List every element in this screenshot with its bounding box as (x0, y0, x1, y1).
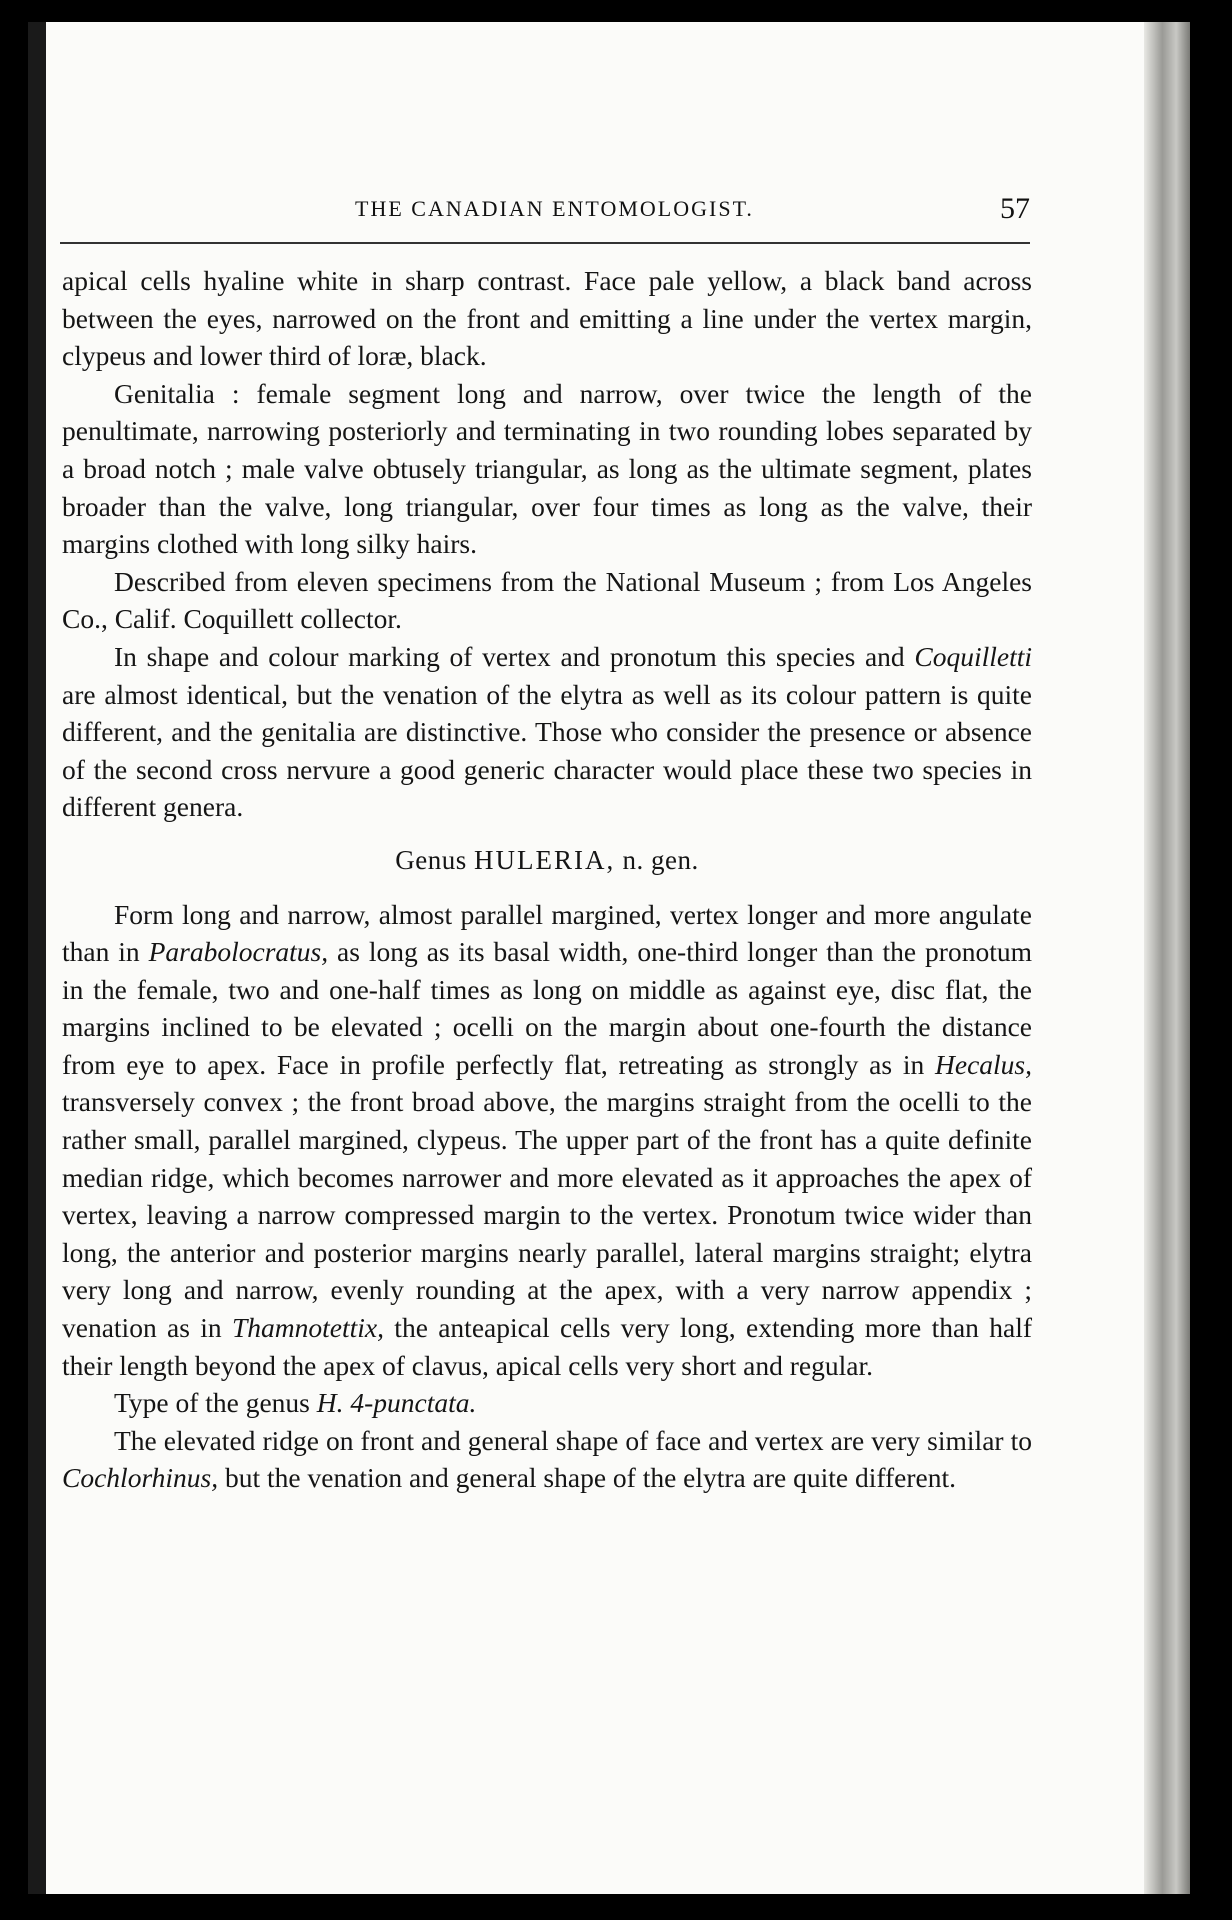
page-number: 57 (1000, 192, 1030, 225)
article-body (62, 262, 1032, 1497)
genus-reference: Parabolocratus, (148, 936, 329, 968)
text-run: are almost identical, but the venation of the elytra as well as its colour pattern is quite different, and the genitalia are distinctive. Those who consider the presence or absence of the second cross nervure a good generic character would place these two species in different genera. (62, 678, 1032, 823)
text-run: Form long and narrow, almost parallel margined, vertex longer and more angulate than in (62, 898, 1032, 968)
species-name: Coquilletti (914, 640, 1032, 672)
paragraph-description (62, 896, 1032, 1385)
genus-reference: Hecalus, (935, 1048, 1032, 1080)
running-title: THE CANADIAN ENTOMOLOGIST. (355, 196, 754, 221)
genus-reference: Cochlorhinus, (62, 1462, 219, 1494)
paragraph-1: apical cells hyaline white in sharp contrast. Face pale yellow, a black band across between the eyes, narrowed on the front and emitting a line under the vertex margin, clypeus and lower third of loræ, black. (62, 265, 1032, 372)
text-run: transversely convex ; the front broad above, the margins straight from the ocelli to the rather small, parallel margined, clypeus. The upper part of the front has a quite definite median ridge, which becomes narrower and more elevated as it approaches the apex of vertex, leaving a narrow compressed margin to the vertex. Pronotum twice wider than long, the anterior and posterior margins nearly parallel, lateral margins straight; elytra very long and narrow, evenly rounding at the apex, with a very narrow appendix ; venation as in (62, 1086, 1032, 1344)
text-run: The elevated ridge on front and general shape of face and vertex are very similar to (114, 1424, 1032, 1456)
paragraph-comparison (62, 638, 1032, 826)
genus-name: HULERIA, (474, 844, 616, 875)
text-run: but the venation and general shape of the elytra are quite different. (218, 1462, 956, 1494)
genus-suffix: n. gen. (622, 844, 699, 875)
genus-reference: Thamnotettix, (231, 1312, 384, 1344)
paragraph-described: Described from eleven specimens from the National Museum ; from Los Angeles Co., Calif. Coquillett collector. (62, 565, 1032, 635)
text-run: Type of the genus (114, 1387, 317, 1419)
genus-label: Genus (395, 844, 467, 875)
page-edge (1144, 22, 1190, 1894)
type-species: H. 4-punctata. (316, 1387, 477, 1419)
paragraph-genitalia: Genitalia : female segment long and narrow, over twice the length of the penultimate, narrowing posteriorly and terminating in two rounding lobes separated by a broad notch ; male valve obtusely triangular, as long as the ultimate segment, plates broader than the valve, long triangular, over four times as long as the valve, their margins clothed with long silky hairs. (62, 377, 1032, 560)
text-run: the anteapical cells very long, extending more than half their length beyond the apex of clavus, apical cells very short and regular. (62, 1312, 1032, 1381)
paragraph-type (62, 1384, 1032, 1422)
header-rule (60, 242, 1030, 244)
genus-heading (62, 842, 1032, 880)
running-header (60, 172, 1030, 225)
text-run: as long as its basal width, one-third longer than the pronotum in the female, two and one-half times as long on middle as against eye, disc flat, the margins inclined to be elevated ; ocelli on the margin about one-fourth the distance from eye to apex. Face in profile perfectly flat, retreating as strongly as in (62, 936, 1032, 1080)
text-run: In shape and colour marking of vertex and pronotum this species and (114, 640, 915, 672)
paragraph-similarity (62, 1422, 1032, 1497)
